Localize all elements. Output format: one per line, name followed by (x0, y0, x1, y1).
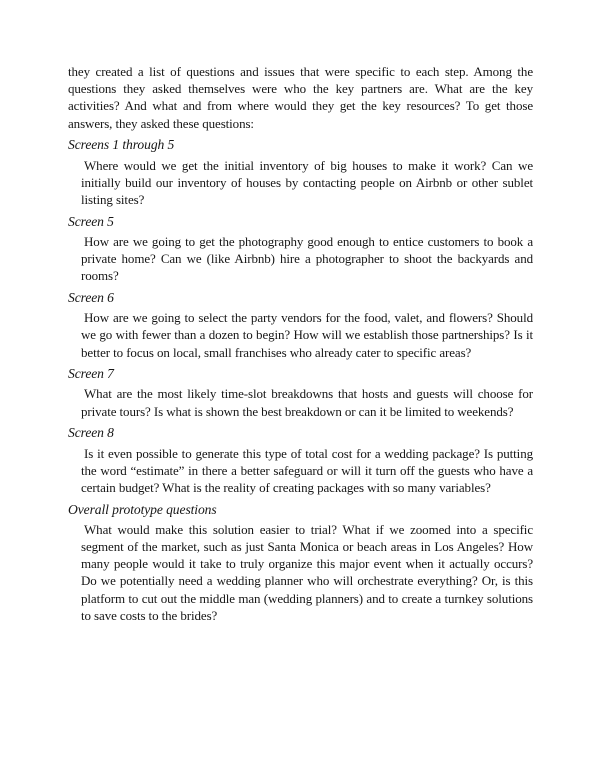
section-paragraph: How are we going to select the party vendors for the food, valet, and flowers? Should we go with fewer than a dozen to begin? How will we establish those partnerships? Is it better to focus on local, small franchises who already cater to specific areas? (81, 310, 533, 360)
section-paragraph: What are the most likely time-slot breakdowns that hosts and guests will choose for private tours? Is what is shown the best breakdown or can it be limited to weekends? (81, 386, 533, 419)
section-heading-screen-8: Screen 8 (68, 425, 114, 441)
section-paragraph: Where would we get the initial inventory of big houses to make it work? Can we initially build our inventory of houses by contacting people on Airbnb or other sublet listing sites? (81, 157, 533, 207)
section-paragraph: What would make this solution easier to trial? What if we zoomed into a specific segment of the market, such as just Santa Monica or beach areas in Los Angeles? How many people would it take to truly organize this major event when it actually occurs? Do we potentially need a wedding planner who will orchestrate everything? Or, is this platform to cut out the middle man (wedding planners) and to create a turnkey solutions to save costs to the brides? (81, 521, 533, 623)
section-paragraph: Is it even possible to generate this type of total cost for a wedding package? Is putting the word “estimate” in there a better safeguard or will it turn off the guests who have a certain budget? What is the reality of creating packages with so many variables? (81, 445, 533, 495)
section-heading-overall-prototype-questions: Overall prototype questions (68, 501, 217, 517)
section-heading-screens-1-through-5: Screens 1 through 5 (68, 137, 175, 153)
section-heading-screen-7: Screen 7 (68, 366, 114, 382)
section-heading-screen-5: Screen 5 (68, 213, 114, 229)
section-heading-screen-6: Screen 6 (68, 289, 114, 305)
section-paragraph: How are we going to get the photography good enough to entice customers to book a private home? Can we (like Airbnb) hire a photographer to shoot the backyards and rooms? (81, 233, 533, 284)
intro-paragraph: they created a list of questions and issues that were specific to each step. Among the questions they asked themselves were who the key partners are. What are the key activities? And what and from where would they get the key resources? To get those answers, they asked these questions: (68, 64, 533, 131)
